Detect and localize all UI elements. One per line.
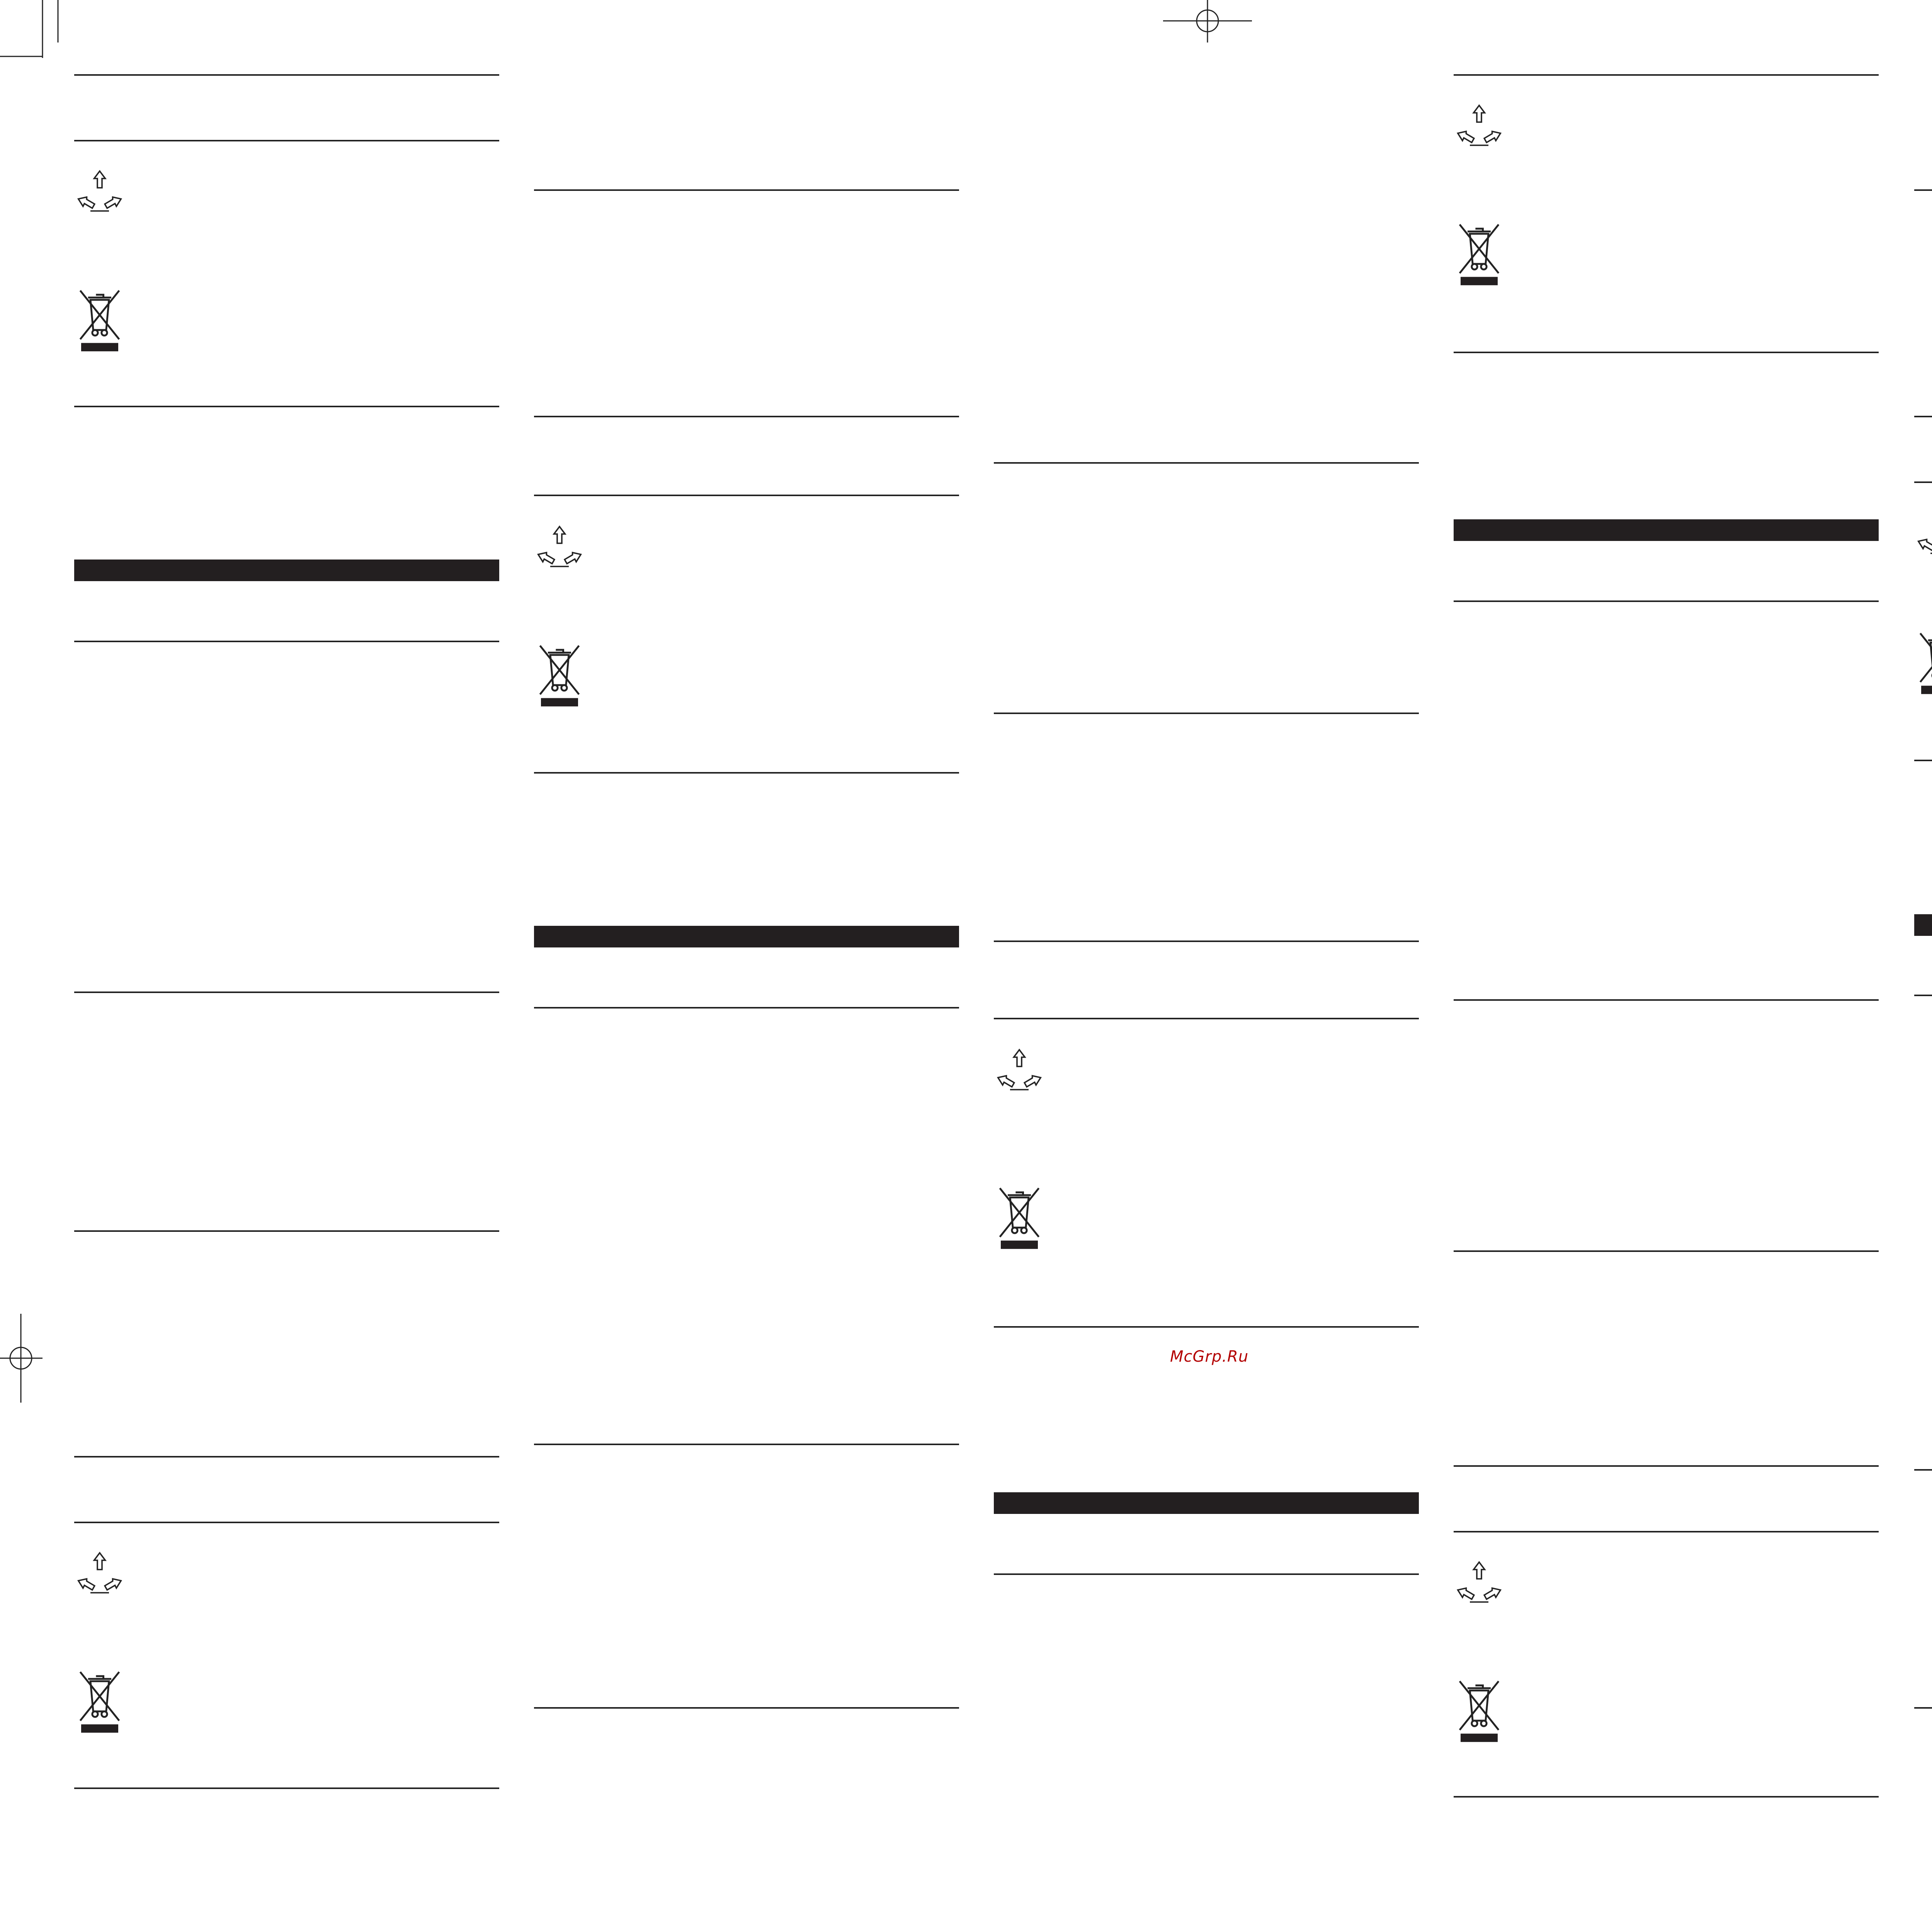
- section-rule: [534, 189, 959, 191]
- section-rule: [1454, 600, 1879, 602]
- section-rule: [1454, 1531, 1879, 1532]
- crossed-out-wheelie-bin-icon: [1456, 222, 1502, 287]
- section-rule: [1914, 416, 1932, 417]
- section-rule: [1914, 481, 1932, 483]
- column-2: [534, 0, 959, 1932]
- section-rule: [534, 416, 959, 417]
- crossed-out-wheelie-bin-icon: [77, 1669, 123, 1735]
- section-rule: [1914, 995, 1932, 996]
- recycle-icon: [536, 525, 583, 571]
- recycle-icon: [1917, 512, 1932, 558]
- crossed-out-wheelie-bin-icon: [1917, 631, 1932, 696]
- section-rule: [74, 74, 499, 76]
- column-1: [74, 0, 499, 1932]
- section-rule: [74, 1787, 499, 1789]
- recycle-icon: [996, 1048, 1043, 1094]
- section-rule: [1454, 1796, 1879, 1798]
- section-rule: [994, 713, 1419, 714]
- section-rule: [74, 1522, 499, 1523]
- section-rule: [74, 140, 499, 141]
- section-rule: [74, 1230, 499, 1232]
- section-rule: [1454, 999, 1879, 1001]
- crossed-out-wheelie-bin-icon: [1456, 1679, 1502, 1744]
- section-rule: [1454, 352, 1879, 353]
- section-rule: [1454, 1250, 1879, 1252]
- section-rule: [1914, 189, 1932, 191]
- section-rule: [74, 992, 499, 993]
- section-rule: [534, 1444, 959, 1445]
- column-4: [1454, 0, 1879, 1932]
- section-header-bar: [74, 560, 499, 581]
- section-rule: [74, 641, 499, 642]
- section-rule: [1914, 1469, 1932, 1471]
- crossed-out-wheelie-bin-icon: [77, 288, 123, 354]
- section-rule: [534, 495, 959, 496]
- section-rule: [534, 1707, 959, 1709]
- section-rule: [994, 462, 1419, 464]
- section-rule: [994, 1573, 1419, 1575]
- section-rule: [534, 1007, 959, 1009]
- section-header-bar: [994, 1492, 1419, 1514]
- section-header-bar: [534, 926, 959, 947]
- recycle-icon: [1456, 1560, 1502, 1607]
- section-rule: [994, 940, 1419, 942]
- registration-mark-icon: [1163, 0, 1252, 43]
- section-rule: [1454, 1465, 1879, 1467]
- section-rule: [74, 1456, 499, 1458]
- section-rule: [534, 772, 959, 774]
- section-header-bar: [1914, 914, 1932, 936]
- column-3: [994, 0, 1419, 1932]
- crossed-out-wheelie-bin-icon: [996, 1185, 1043, 1251]
- section-rule: [1914, 1707, 1932, 1709]
- section-rule: [74, 406, 499, 407]
- crossed-out-wheelie-bin-icon: [536, 643, 583, 709]
- recycle-icon: [77, 169, 123, 216]
- section-header-bar: [1454, 519, 1879, 541]
- section-rule: [1914, 760, 1932, 761]
- crop-mark-icon: [0, 0, 62, 58]
- section-rule: [994, 1018, 1419, 1019]
- section-rule: [1454, 74, 1879, 76]
- registration-mark-icon: [0, 1314, 43, 1403]
- column-5: [1914, 0, 1932, 1932]
- recycle-icon: [77, 1551, 123, 1597]
- section-rule: [994, 1326, 1419, 1328]
- watermark-text: McGrp.Ru: [1170, 1348, 1249, 1366]
- recycle-icon: [1456, 104, 1502, 150]
